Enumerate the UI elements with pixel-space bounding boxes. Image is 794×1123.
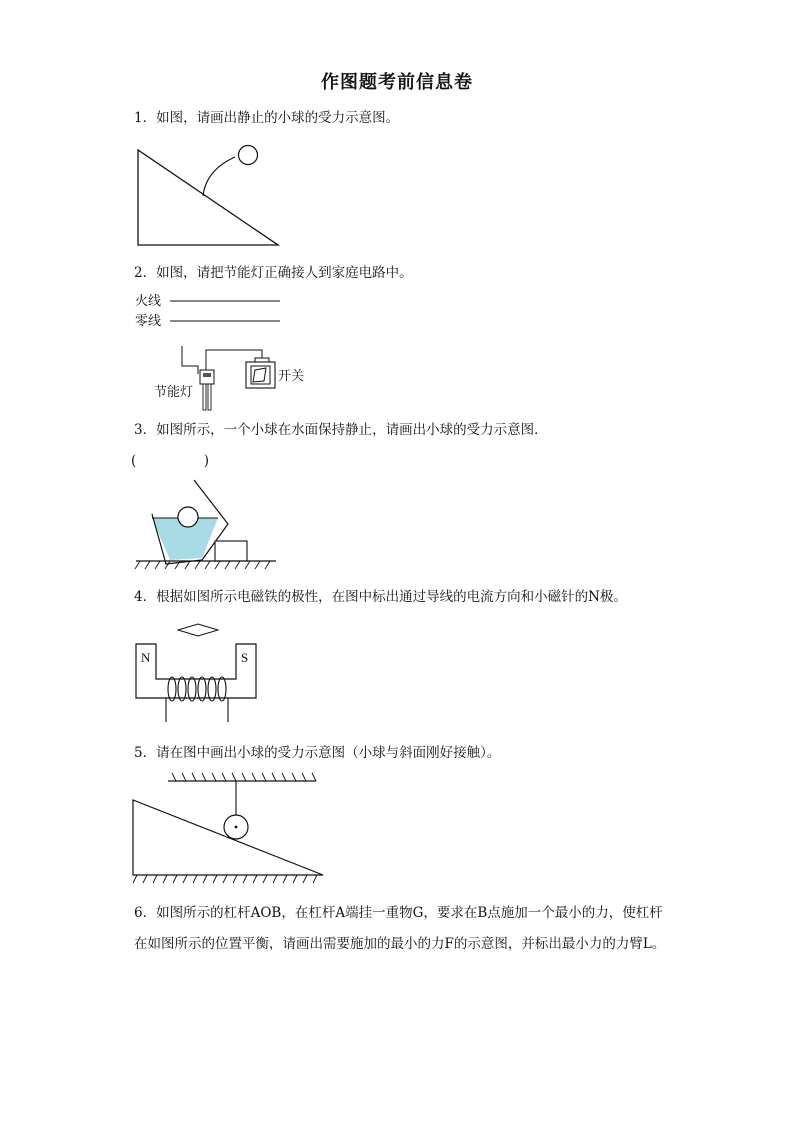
figure-4-electromagnet (130, 618, 270, 728)
question-1-text: 1．如图，请画出静止的小球的受力示意图。 (134, 110, 400, 126)
magnetic-needle (178, 624, 218, 636)
left-pole-label: N (141, 650, 151, 665)
question-5-text: 5．请在图中画出小球的受力示意图（小球与斜面刚好接触）。 (134, 745, 501, 761)
figure-2-circuit (130, 288, 330, 413)
question-3-text: 3．如图所示，一个小球在水面保持静止，请画出小球的受力示意图． (134, 422, 548, 438)
right-pole-label: S (241, 650, 249, 665)
switch-icon (246, 358, 275, 388)
ground-hatching (135, 561, 270, 569)
page-title: 作图题考前信息卷 (321, 72, 473, 93)
lamp-lead-wire (182, 346, 198, 374)
incline-triangle (138, 150, 278, 245)
ground-hatching (133, 875, 317, 883)
neutral-wire-label: 零线 (135, 314, 162, 329)
incline-triangle (133, 800, 323, 875)
lamp-label: 节能灯 (154, 385, 194, 400)
ball-center (235, 826, 238, 829)
question-3-blank: ( ) (131, 453, 210, 469)
energy-saving-lamp-icon (200, 370, 214, 410)
live-wire-label: 火线 (135, 294, 162, 309)
figure-5-hanging-ball-incline (128, 768, 333, 888)
question-4-text: 4．根据如图所示电磁铁的极性，在图中标出通过导线的电流方向和小磁针的N极。 (134, 589, 627, 605)
support-block (215, 541, 247, 561)
curved-support (203, 157, 235, 196)
ceiling-hatching (172, 773, 316, 781)
question-6-text: 6．如图所示的杠杆AOB，在杠杆A端挂一重物G，要求在B点施加一个最小的力，使杠杆在如图所示的位置平衡，请画出需要施加的最小的力F的示意图，并标出最小力的力臂L。 (134, 905, 666, 952)
figure-1-incline-ball (130, 140, 290, 250)
figure-3-floating-ball (130, 474, 290, 574)
switch-label: 开关 (278, 369, 305, 384)
ball (239, 146, 258, 165)
ball (178, 507, 198, 527)
question-2-text: 2．如图，请把节能灯正确接人到家庭电路中。 (134, 265, 413, 281)
